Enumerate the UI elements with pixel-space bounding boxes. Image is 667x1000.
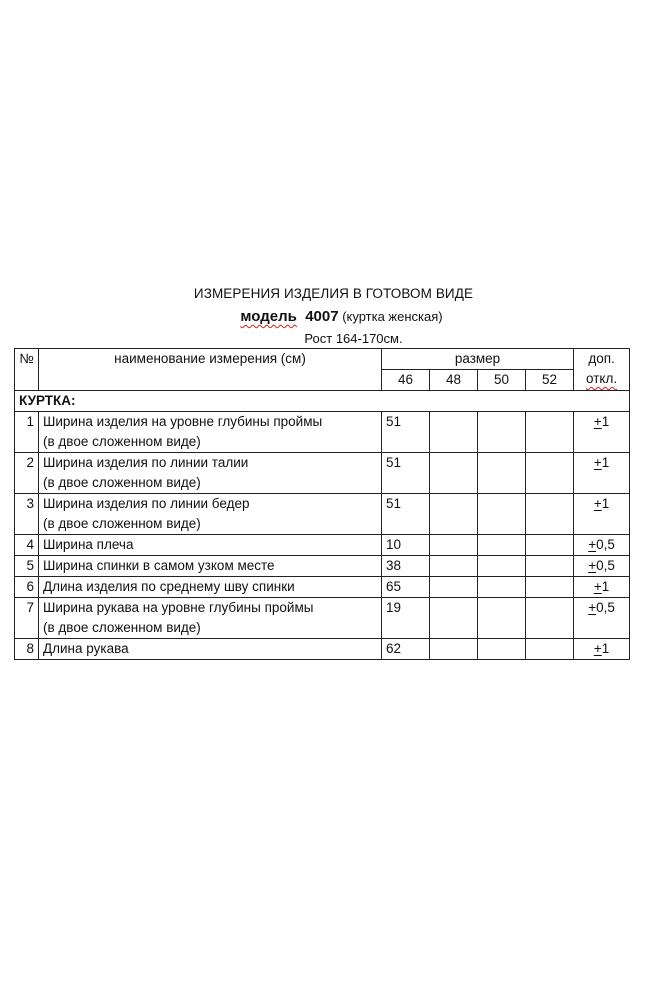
tolerance-value	[574, 577, 630, 598]
header-row	[15, 349, 630, 370]
header-num: №	[15, 349, 39, 391]
tolerance-amount: 0,5	[596, 537, 615, 552]
row-number: 8	[15, 639, 39, 660]
size-46-value: 38	[382, 556, 430, 577]
tolerance-value	[574, 494, 630, 535]
size-50-value	[478, 639, 526, 660]
tolerance-sign: +	[588, 537, 597, 552]
size-52-value	[526, 494, 574, 535]
tolerance-sign: +	[593, 579, 602, 594]
tolerance-sign: +	[593, 641, 602, 656]
row-note: (в двое сложенном виде)	[43, 516, 201, 531]
row-name-text: Ширина спинки в самом узком месте	[43, 558, 275, 573]
size-48-value	[430, 577, 478, 598]
size-46-value: 19	[382, 598, 430, 639]
row-note: (в двое сложенном виде)	[43, 620, 201, 635]
row-number: 2	[15, 453, 39, 494]
size-48-value	[430, 412, 478, 453]
row-name-text: Длина изделия по среднему шву спинки	[43, 579, 295, 594]
size-52-value	[526, 412, 574, 453]
size-50-value	[478, 598, 526, 639]
size-46-value: 51	[382, 453, 430, 494]
header-size-52: 52	[526, 370, 574, 391]
tolerance-amount: 1	[601, 414, 610, 429]
header-tolerance: доп. откл.	[574, 349, 630, 391]
size-50-value	[478, 535, 526, 556]
row-name	[39, 494, 382, 535]
table-row	[15, 453, 630, 494]
row-name	[39, 453, 382, 494]
tolerance-amount: 1	[601, 455, 610, 470]
size-52-value	[526, 639, 574, 660]
size-50-value	[478, 577, 526, 598]
tolerance-value	[574, 598, 630, 639]
row-name-text: Ширина плеча	[43, 537, 134, 552]
row-name	[39, 598, 382, 639]
size-48-value	[430, 639, 478, 660]
size-48-value	[430, 598, 478, 639]
header-size-50: 50	[478, 370, 526, 391]
model-label: модель 4007	[240, 308, 339, 325]
row-name	[39, 577, 382, 598]
size-50-value	[478, 556, 526, 577]
tolerance-amount: 1	[601, 496, 610, 511]
tolerance-sign: +	[588, 558, 597, 573]
size-48-value	[430, 556, 478, 577]
tolerance-value	[574, 639, 630, 660]
model-line	[0, 308, 667, 325]
row-number: 6	[15, 577, 39, 598]
table-row	[15, 598, 630, 639]
size-46-value: 62	[382, 639, 430, 660]
table-row	[15, 494, 630, 535]
tolerance-value	[574, 535, 630, 556]
size-50-value	[478, 453, 526, 494]
row-number: 3	[15, 494, 39, 535]
row-name	[39, 639, 382, 660]
size-46-value: 51	[382, 494, 430, 535]
row-number: 7	[15, 598, 39, 639]
tolerance-sign: +	[593, 455, 602, 470]
row-name	[39, 535, 382, 556]
size-52-value	[526, 535, 574, 556]
tolerance-amount: 0,5	[596, 558, 615, 573]
tolerance-amount: 0,5	[596, 600, 615, 615]
size-50-value	[478, 412, 526, 453]
table-row	[15, 639, 630, 660]
table-row	[15, 535, 630, 556]
model-number: 4007	[305, 308, 339, 325]
section-title: КУРТКА:	[15, 391, 630, 412]
size-52-value	[526, 556, 574, 577]
document-title: ИЗМЕРЕНИЯ ИЗДЕЛИЯ В ГОТОВОМ ВИДЕ	[193, 286, 474, 301]
row-name-text: Ширина рукава на уровне глубины проймы	[43, 600, 314, 615]
header-size-48: 48	[430, 370, 478, 391]
size-48-value	[430, 535, 478, 556]
model-description: (куртка женская)	[342, 309, 443, 324]
section-row	[15, 391, 630, 412]
row-name-text: Ширина изделия по линии талии	[43, 455, 249, 470]
size-48-value	[430, 453, 478, 494]
row-number: 5	[15, 556, 39, 577]
table-row	[15, 577, 630, 598]
size-52-value	[526, 453, 574, 494]
tolerance-amount: 1	[601, 579, 610, 594]
header-size: размер	[382, 349, 574, 370]
size-52-value	[526, 577, 574, 598]
header-size-46: 46	[382, 370, 430, 391]
size-52-value	[526, 598, 574, 639]
tolerance-value	[574, 556, 630, 577]
tolerance-amount: 1	[601, 641, 610, 656]
row-number: 1	[15, 412, 39, 453]
tolerance-sign: +	[588, 600, 597, 615]
tolerance-sign: +	[593, 496, 602, 511]
row-note: (в двое сложенном виде)	[43, 434, 201, 449]
header-name: наименование измерения (см)	[39, 349, 382, 391]
size-50-value	[478, 494, 526, 535]
size-48-value	[430, 494, 478, 535]
table-row	[15, 556, 630, 577]
row-name-text: Ширина изделия по линии бедер	[43, 496, 250, 511]
tolerance-value	[574, 453, 630, 494]
row-name	[39, 412, 382, 453]
row-name	[39, 556, 382, 577]
tolerance-sign: +	[593, 414, 602, 429]
size-46-value: 65	[382, 577, 430, 598]
row-name-text: Ширина изделия на уровне глубины проймы	[43, 414, 323, 429]
tolerance-value	[574, 412, 630, 453]
size-46-value: 10	[382, 535, 430, 556]
row-name-text: Длина рукава	[43, 641, 129, 656]
row-note: (в двое сложенном виде)	[43, 475, 201, 490]
measurements-table	[14, 348, 630, 660]
row-number: 4	[15, 535, 39, 556]
height-range: Рост 164-170см.	[304, 331, 403, 346]
table-row	[15, 412, 630, 453]
size-46-value: 51	[382, 412, 430, 453]
